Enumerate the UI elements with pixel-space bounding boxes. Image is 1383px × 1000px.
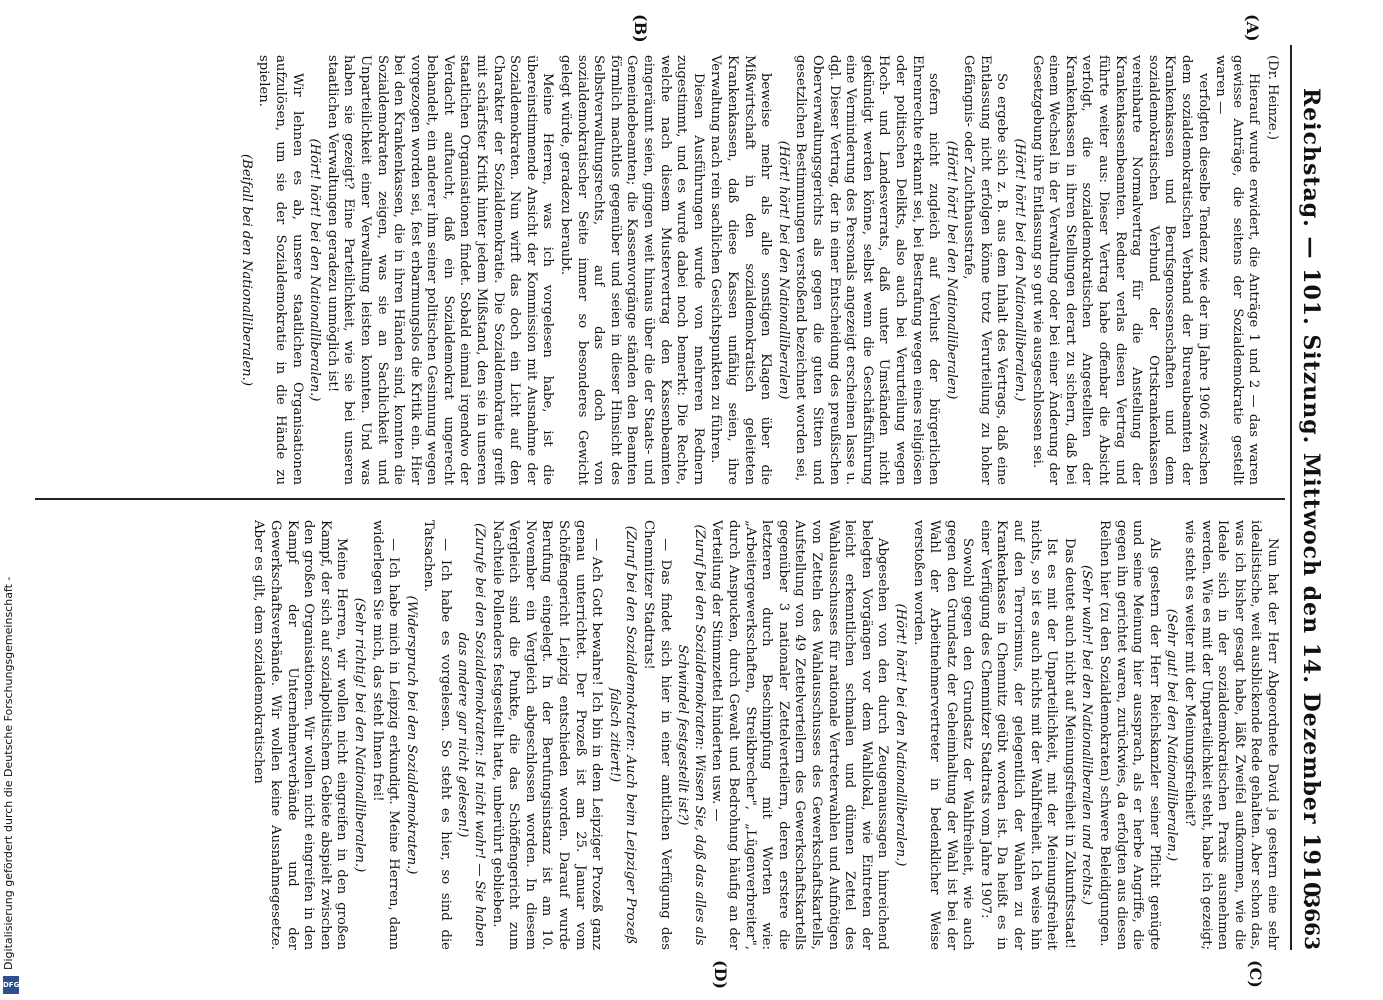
interjection: (Sehr richtig! bei den Nationalliberalen.): [351, 597, 367, 873]
paragraph: beweise mehr als alle sonstigen Klagen über die Mißwirtschaft in den sozialdemokratisch geleiteten Krankenkassen, daß diese Kassen unfähig seien, ihre Verwaltung nach rein sachlichen Gesichtspunkten zu führen.: [708, 55, 774, 485]
interjection: (Widerspruch bei den Sozialdemokraten.): [403, 595, 419, 875]
paragraph: Wir lehnen es ab, unsere staatlichen Organisationen aufzulösen, um sie der Sozialdemokratie in die Hände zu spielen.: [256, 55, 305, 485]
paragraph: sofern nicht zugleich auf Verlust der bürgerlichen Ehrenrechte erkannt sei, bei Bestrafung wegen eines religiösen oder politischen Delikts, also auch bei Verurteilung wegen Hoch- und Landesverrats, daß unter Umständen nicht gekündigt werden könne, selbst wenn die Geschäftsführung eine Verminderung des Personals angezeigt erscheinen lasse u. dgl. Dieser Vertrag, der in einer Entscheidung des preußischen Oberverwaltungsgerichts als gegen die guten Sitten und gesetzlichen Bestimmungen verstoßend bezeichnet worden sei,: [793, 55, 942, 485]
paragraph: verfolgten dieselbe Tendenz wie der im Jahre 1906 zwischen dem sozialdemokratischen Verband der Bureaubeamten der Krankenkassen und Berufsgenossenschaften und dem sozialdemokratischen Verbund der Ortskrankenkassen vereinbarte Normalvertrag für die Anstellung der Krankenkassenbeamten. Redner verlas diesen Vertrag und führte weiter aus: Dieser Vertrag habe offenbar die Absicht verfolgt, die sozialdemokratischen Angestellten der Krankenkassen in ihren Stellungen derart zu sichern, daß bei einem Wechsel in der Verwaltung oder bei einer Änderung der Gesetzgebung ihre Entlassung so gut wie ausgeschlossen sei.: [1029, 55, 1211, 485]
paragraph: Das deutet auch nicht auf Meinungsfreiheit in Zukunftsstaat!: [1061, 538, 1077, 949]
paragraph: So ergebe sich z. B. aus dem Inhalt des Vertrags, daß eine Entlassung nicht erfolgen könne trotz Verurteilung zu hoher Gefängnis- oder Zuchthausstrafe,: [961, 55, 1010, 485]
margin-marker-b: (B): [631, 14, 650, 43]
paragraph: — Das findet sich hier in einer amtlichen Verfügung des Chemnitzer Stadtrats!: [641, 520, 673, 950]
margin-marker-c: (C): [1246, 960, 1265, 988]
paragraph: Meine Herren, wir wollen nicht eingreifen in den großen Kampf, der sich auf sozialpolitischem Gebiete abspielt zwischen den großen Organisationen. Wir wollen nicht eingreifen in den Kampf der Unternehmerverbände und der Gewerkschaftsverbände. Wir wollen keine Ausnahmegesetze. Aber es gilt, dem sozialdemokratischen: [251, 520, 350, 950]
interjection: (Zurufe bei den Sozialdemokraten: Ist nicht wahr! — Sie haben das andere gar nicht gelesen!): [455, 522, 488, 948]
interjection: (Sehr wahr! bei den Nationalliberalen und rechts.): [1079, 565, 1095, 905]
interjection: (Zuruf bei den Sozialdemokraten: Wissen Sie, daß das alles als Schwindel festgestellt ist?): [675, 524, 707, 946]
paragraph: Ist es mit der Unparteilichkeit, mit der Meinungsfreiheit nichts, so ist es auch nichts mit der Wahlfreiheit. Ich weise hin auf den Terrorismus, der gelegentlich der Wahlen zu der Krankenkasse in Chemnitz geübt worden ist. Da heißt es in einer Verfügung des Chemnitzer Stadtrats vom Jahre 1907:: [977, 520, 1060, 950]
margin-marker-d: (D): [711, 960, 730, 990]
paragraph: Sowohl gegen den Grundsatz der Wahlfreiheit, wie auch gegen den Grundsatz der Geheimhaltung der Wahl ist bei der Wahl der Arbeitnehmervertreter in bedenklicher Weise verstoßen worden.: [910, 520, 976, 950]
paragraph: — Ach Gott bewahre! Ich bin in dem Leipziger Prozeß ganz genau unterrichtet. Der Prozeß ist am 25. Januar vom Schöffengericht Leipzig entschieden worden. Darauf wurde Berufung eingelegt. In der Berufungsinstanz ist am 10. November ein Vergleich abgeschlossen worden. In diesem Vergleich sind die Punkte, die das Schöffengericht zum Nachteile Pollenders festgestellt hatte, unberührt geblieben.: [489, 520, 605, 950]
paragraph: Abgesehen von den durch Zeugenaussagen hinreichend belegten Vorgängen vor dem Wahllokal, wie Eintreten der leicht erkenntlichen schmalen und dünnen Zettel des Wahlausschusses für nationale Vertreterwahlen und Aufnötigen von Zetteln des Wahlausschusses des Gewerkschaftskartells, Aufstellung von 49 Zettelverteilern des Gewerkschaftskartells gegenüber 3 nationaler Zettelverteilern, deren erstere die letzteren durch Beschimpfung mit Worten wie: „Arbeitergewerkschaften, Streikbrecher", „Lügenverbreiter", durch Anspucken, durch Gewalt und Bedrohung häufig an der Verteilung der Stimmzettel hinderten usw. —: [709, 520, 891, 950]
interjection: (Hört! hört! bei den Nationalliberalen.): [307, 138, 323, 402]
paragraph: Als gestern der Herr Reichskanzler seiner Pflicht genügte und seine Meinung hier aussprach, als er herbe Angriffe, die gegen ihn gerichtet waren, zurückwies, da erfolgten aus diesen Reihen hier (zu den Sozialdemokraten) schwere Beleidigungen.: [1097, 520, 1162, 950]
interjection: (Hört! hört! bei den Nationalliberalen.): [1012, 138, 1028, 402]
interjection: (Sehr gut! bei den Nationalliberalen.): [1164, 608, 1180, 862]
paragraph: Hierauf wurde erwidert, die Anträge 1 und 2 — das waren gewisse Anträge, die seitens der Sozialdemokratie gestellt waren —: [1213, 55, 1262, 485]
paragraph: — Ich habe es vorgelesen. So steht es hier, so sind die Tatsachen.: [421, 520, 453, 950]
paragraph: Meine Herren, was ich vorgelesen habe, ist die übereinstimmende Ansicht der Kommission mit Ausnahme der Sozialdemokraten. Nun wirft das doch ein Licht auf den Charakter der Sozialdemokratie. Die Sozialdemokratie greift mit schärfster Kritik hinter jedem Mißstand, den sie in unseren staatlichen Organisationen findet. Sobald einmal irgendwo der Verdacht auftaucht, daß ein Sozialdemokrat ungerecht behandelt, ein anderer ihm seiner politischen Gesinnung wegen vorgezogen worden sei, fest erbarmungslos die Kritik ein. Hier bei den Krankenkassen, die in ihren Händen sind, konnten die Sozialdemokraten zeigen, was sie an Sachlichkeit und Unparteilichkeit einer Verwaltung leisten konnten. Und was haben sie gezeigt? Eine Parteilichkeit, wie sie bei unseren staatlichen Verwaltungen geradezu unmöglich ist!: [324, 55, 556, 485]
page-title: Reichstag. — 101. Sitzung. Mittwoch den 14. Dezember 1910.: [1298, 87, 1324, 908]
dfg-logo: DFG: [3, 976, 19, 994]
paragraph: Diesen Ausführungen wurde von mehreren Rednern zugestimmt, und es wurde dabei noch bemerkt: Die Rechte, welche nach diesem Mustervertrag den Kassenbeamten eingeräumt seien, gingen weit hinaus über die der Staats- und Gemeindebeamten; die Kassenvorgänge ständen den Beamten förmlich machtlos gegenüber und seien in dieser Hinsicht des Selbstverwaltungsrechts, auf das doch von sozialdemokratischer Seite immer so besonderes Gewicht gelegt würde, geradezu beraubt.: [558, 55, 706, 485]
interjection: (Beifall bei den Nationalliberalen.): [238, 154, 254, 386]
interjection: (Hört! hört! bei den Nationalliberalen): [943, 140, 959, 400]
column-divider: [35, 498, 1285, 500]
paragraph: Nun hat der Herr Abgeordnete David ja gestern eine sehr idealistische, weit ausblickende Rede gehalten. Aber schon das, was ich bisher gesagt habe, läßt Zweifel aufkommen, wie die Ideale sich in der sozialdemokratischen Praxis ausnehmen werden. Wie es mit der Unparteilichkeit steht, habe ich gezeigt; wie steht es weiter mit der Meinungsfreiheit?: [1182, 520, 1280, 950]
footer-text: Digitalisierung gefördert durch die Deutsche Forschungsgemeinschaft -: [2, 576, 15, 970]
footer-strip: [0, 0, 22, 1000]
margin-marker-a: (A): [1243, 14, 1262, 42]
speaker-name: (Dr. Heinze.): [1265, 55, 1280, 141]
interjection: (Zuruf bei den Sozialdemokraten: Auch beim Leipziger Prozeß falsch zitiert!): [606, 525, 639, 945]
left-column: [236, 55, 1280, 485]
page-number: 3663: [1300, 894, 1324, 950]
page-header: [1290, 45, 1332, 950]
interjection: (Hört! hört! bei den Nationalliberalen): [775, 140, 791, 400]
paragraph: — Ich habe mich in Leipzig erkundigt. Meine Herren, dann widerlegen Sie mich, das steht Ihnen frei!: [369, 520, 402, 950]
interjection: (Hört! hört! bei den Nationalliberalen.): [892, 603, 908, 867]
right-column: [249, 520, 1280, 950]
